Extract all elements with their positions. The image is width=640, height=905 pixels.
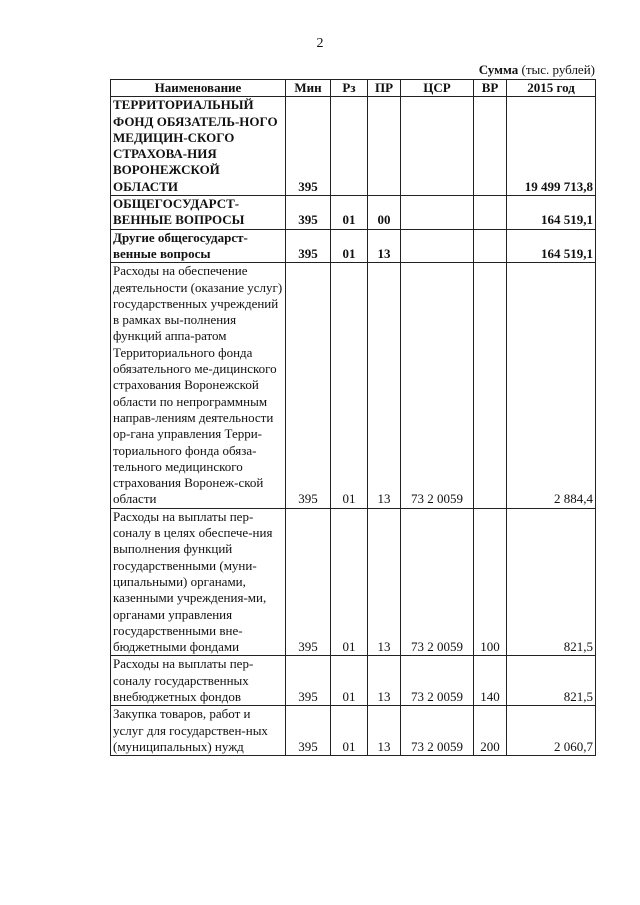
- row-rz: 01: [331, 656, 368, 706]
- table-row: [111, 263, 596, 508]
- table-row: [111, 656, 596, 706]
- header-csr: ЦСР: [401, 80, 474, 97]
- row-rz: 01: [331, 196, 368, 230]
- row-vr: 140: [474, 656, 507, 706]
- row-pr: 00: [368, 196, 401, 230]
- row-amount: 164 519,1: [507, 196, 596, 230]
- row-min: 395: [286, 706, 331, 756]
- row-pr: 13: [368, 656, 401, 706]
- row-name: ТЕРРИТОРИАЛЬНЫЙ ФОНД ОБЯЗАТЕЛЬ-НОГО МЕДИЦИН-СКОГО СТРАХОВА-НИЯ ВОРОНЕЖСКОЙ ОБЛАСТИ: [111, 97, 286, 196]
- row-min: 395: [286, 196, 331, 230]
- header-min: Мин: [286, 80, 331, 97]
- table-row: [111, 508, 596, 656]
- table-row: [111, 196, 596, 230]
- row-min: 395: [286, 263, 331, 508]
- row-rz: 01: [331, 263, 368, 508]
- row-amount: 821,5: [507, 508, 596, 656]
- header-name: Наименование: [111, 80, 286, 97]
- row-name: ОБЩЕГОСУДАРСТ-ВЕННЫЕ ВОПРОСЫ: [111, 196, 286, 230]
- row-pr: 13: [368, 263, 401, 508]
- row-amount: 821,5: [507, 656, 596, 706]
- header-amount: 2015 год: [507, 80, 596, 97]
- units-caption: [479, 62, 595, 78]
- header-vr: ВР: [474, 80, 507, 97]
- row-min: 395: [286, 508, 331, 656]
- row-csr: 73 2 0059: [401, 656, 474, 706]
- table-row: [111, 97, 596, 196]
- header-pr: ПР: [368, 80, 401, 97]
- row-pr: [368, 97, 401, 196]
- row-csr: 73 2 0059: [401, 706, 474, 756]
- budget-table: [110, 79, 596, 756]
- row-name: Расходы на выплаты пер-соналу в целях обеспече-ния выполнения функций государственными (муни-ципальными) органами, казенными учреждения-ми, органами управления государственными вне-бюджетными фондами: [111, 508, 286, 656]
- row-vr: 200: [474, 706, 507, 756]
- row-csr: [401, 97, 474, 196]
- row-vr: [474, 196, 507, 230]
- row-min: 395: [286, 229, 331, 263]
- row-rz: 01: [331, 229, 368, 263]
- row-vr: [474, 229, 507, 263]
- row-amount: 2 060,7: [507, 706, 596, 756]
- row-vr: 100: [474, 508, 507, 656]
- row-rz: 01: [331, 508, 368, 656]
- row-name: Расходы на выплаты пер-соналу государственных внебюджетных фондов: [111, 656, 286, 706]
- units-label: Сумма: [478, 62, 519, 77]
- row-csr: [401, 229, 474, 263]
- row-pr: 13: [368, 508, 401, 656]
- row-csr: [401, 196, 474, 230]
- row-amount: 2 884,4: [507, 263, 596, 508]
- row-min: 395: [286, 656, 331, 706]
- row-name: Расходы на обеспечение деятельности (оказание услуг) государственных учреждений в рамках вы-полнения функций аппа-ратом Территориального фонда обязательного ме-дицинского страхования Воронежской области по непрограммным направ-лениям деятельности ор-гана управления Терри-ториального фонда обяза-тельного медицинского страхования Воронеж-ской области: [111, 263, 286, 508]
- row-pr: 13: [368, 706, 401, 756]
- units-unit: (тыс. рублей): [521, 62, 595, 77]
- row-rz: [331, 97, 368, 196]
- header-row: [111, 80, 596, 97]
- row-pr: 13: [368, 229, 401, 263]
- row-name: Закупка товаров, работ и услуг для государствен-ных (муниципальных) нужд: [111, 706, 286, 756]
- row-vr: [474, 263, 507, 508]
- table-row: [111, 229, 596, 263]
- row-csr: 73 2 0059: [401, 263, 474, 508]
- row-amount: 19 499 713,8: [507, 97, 596, 196]
- row-name: Другие общегосударст-венные вопросы: [111, 229, 286, 263]
- table-row: [111, 706, 596, 756]
- row-rz: 01: [331, 706, 368, 756]
- header-rz: Рз: [331, 80, 368, 97]
- page-number: 2: [316, 36, 324, 51]
- row-min: 395: [286, 97, 331, 196]
- row-amount: 164 519,1: [507, 229, 596, 263]
- row-csr: 73 2 0059: [401, 508, 474, 656]
- row-vr: [474, 97, 507, 196]
